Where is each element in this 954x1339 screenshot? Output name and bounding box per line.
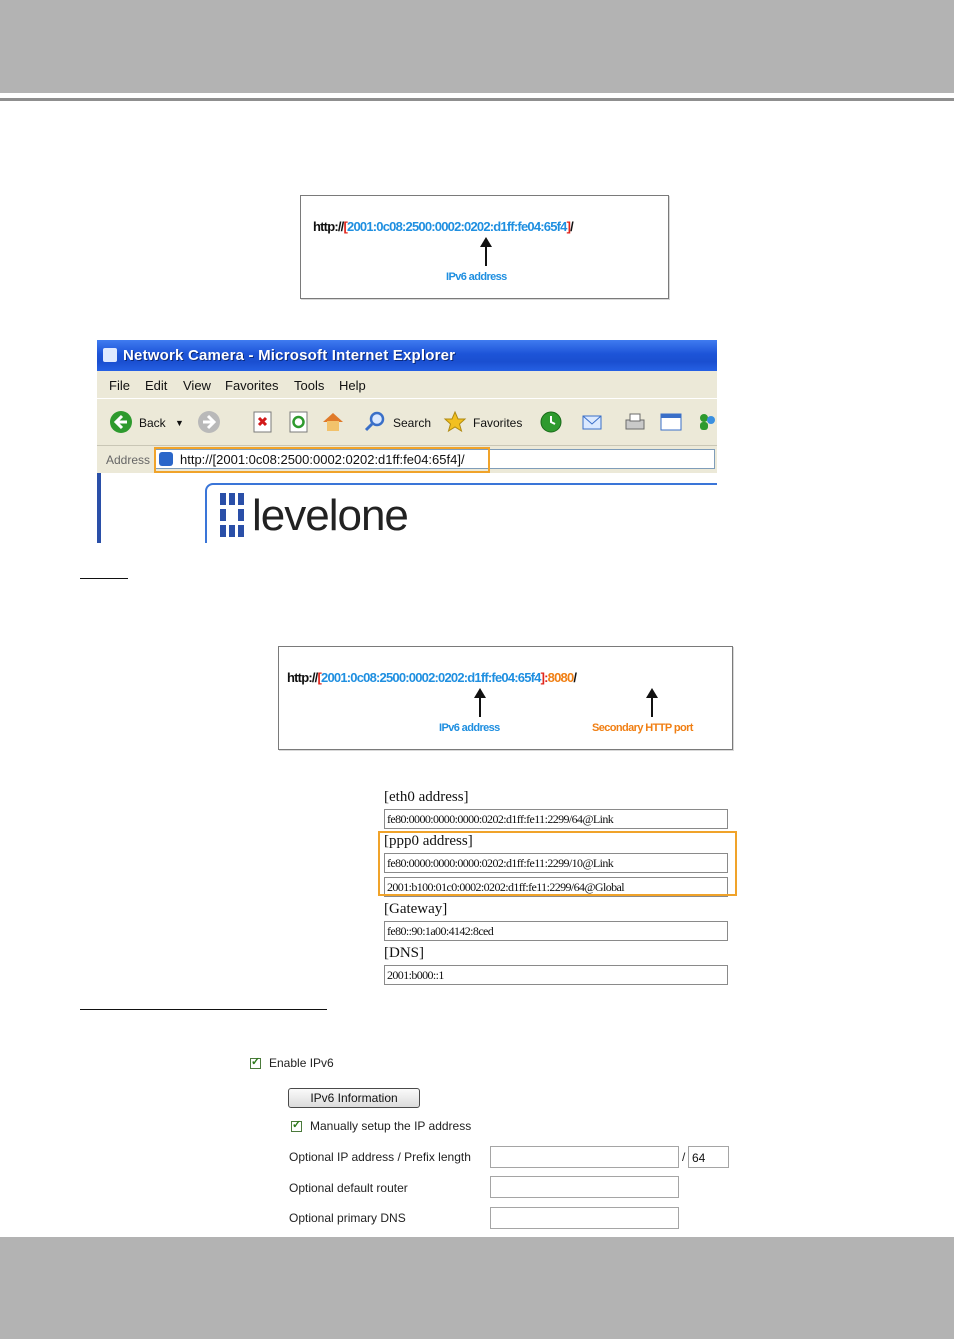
arrow-shaft: [479, 697, 481, 717]
browser-address-bar: [97, 445, 717, 474]
header-rule: [0, 98, 954, 101]
url-suffix: /: [570, 219, 573, 234]
search-icon[interactable]: [363, 410, 387, 434]
stop-icon[interactable]: [251, 410, 275, 434]
back-dropdown-icon[interactable]: ▼: [175, 418, 184, 428]
back-arrow-icon[interactable]: [109, 410, 133, 434]
address-label: Address: [106, 453, 151, 467]
address-highlight: [154, 447, 490, 473]
optional-dns-label: Optional primary DNS: [289, 1211, 406, 1225]
home-icon[interactable]: [321, 410, 345, 434]
history-icon[interactable]: [539, 410, 563, 434]
levelone-logo-text: levelone: [252, 491, 408, 540]
eth0-address-field: fe80:0000:0000:0000:0202:d1ff:fe11:2299/64@Link: [384, 809, 728, 829]
url-prefix: http://: [313, 219, 344, 234]
menu-favorites[interactable]: Favorites: [225, 378, 279, 393]
back-label[interactable]: Back: [139, 416, 166, 430]
ppp0-link-address-field: fe80:0000:0000:0000:0202:d1ff:fe11:2299/10@Link: [384, 853, 728, 873]
edit-icon[interactable]: [659, 410, 683, 434]
menu-help[interactable]: Help: [339, 378, 366, 393]
browser-window: [97, 340, 717, 543]
ppp0-global-address-field: 2001:b100:01c0:0002:0202:d1ff:fe11:2299/64@Global: [384, 877, 728, 897]
ipv6-information-button[interactable]: IPv6 Information: [288, 1088, 420, 1108]
browser-title-bar: [97, 340, 717, 371]
url-prefix: http://: [287, 670, 318, 685]
optional-dns-input[interactable]: [490, 1207, 679, 1229]
url-suffix: /: [573, 670, 577, 685]
enable-ipv6-label: Enable IPv6: [269, 1056, 334, 1070]
ppp0-highlight: [378, 831, 737, 896]
address-value: http://[2001:0c08:2500:0002:0202:d1ff:fe04:65f4]/: [180, 452, 465, 467]
left-frame-edge: [97, 473, 101, 543]
footer-band: [0, 1237, 954, 1339]
forward-arrow-icon[interactable]: [197, 410, 221, 434]
caption-ipv6-address: IPv6 address: [446, 271, 507, 283]
mail-icon[interactable]: [581, 410, 605, 434]
favorites-label[interactable]: Favorites: [473, 416, 523, 430]
print-icon[interactable]: [623, 410, 647, 434]
url-bracket-open: [: [317, 670, 322, 685]
url-example-with-port: [287, 670, 576, 685]
url-example: [313, 219, 573, 234]
menu-view[interactable]: View: [183, 378, 211, 393]
manual-setup-checkbox[interactable]: [291, 1121, 302, 1132]
levelone-logo-icon: [220, 493, 244, 541]
browser-menu-bar: [97, 371, 717, 398]
header-band: [0, 0, 954, 93]
optional-ip-label: Optional IP address / Prefix length: [289, 1150, 471, 1164]
manual-setup-label: Manually setup the IP address: [310, 1119, 472, 1133]
menu-edit[interactable]: Edit: [145, 378, 168, 393]
optional-router-label: Optional default router: [289, 1181, 408, 1195]
optional-router-input[interactable]: [490, 1176, 679, 1198]
url-diagram-ipv6-port: [278, 646, 733, 750]
ppp0-label: [ppp0 address]: [384, 833, 473, 849]
refresh-icon[interactable]: [287, 410, 311, 434]
menu-tools[interactable]: Tools: [294, 378, 325, 393]
caption-ipv6-address: IPv6 address: [439, 722, 500, 734]
browser-content: [97, 473, 717, 543]
url-bracket-close: ]: [540, 670, 545, 685]
gateway-label: [Gateway]: [384, 901, 448, 917]
ie-page-icon: [103, 348, 117, 362]
dns-label: [DNS]: [384, 945, 424, 961]
section-underline-short: [80, 578, 128, 579]
url-ipv6-address: 2001:0c08:2500:0002:0202:d1ff:fe04:65f4: [321, 670, 541, 685]
dns-field: 2001:b000::1: [384, 965, 728, 985]
section-underline-long: [80, 1009, 327, 1010]
browser-toolbar: [97, 398, 717, 445]
favorites-star-icon[interactable]: [443, 410, 467, 434]
prefix-length-input[interactable]: 64: [688, 1146, 729, 1168]
url-port: 8080: [547, 670, 574, 685]
url-port-separator: :: [544, 670, 548, 685]
prefix-separator: /: [682, 1150, 686, 1164]
enable-ipv6-checkbox[interactable]: [250, 1058, 261, 1069]
browser-title: Network Camera - Microsoft Internet Explorer: [123, 347, 456, 364]
gateway-field: fe80::90:1a00:4142:8ced: [384, 921, 728, 941]
messenger-icon[interactable]: [695, 410, 717, 434]
url-ipv6-address: 2001:0c08:2500:0002:0202:d1ff:fe04:65f4: [347, 219, 567, 234]
url-bracket-open: [: [343, 219, 348, 234]
caption-secondary-http-port: Secondary HTTP port: [592, 722, 693, 734]
eth0-label: [eth0 address]: [384, 789, 469, 805]
optional-ip-input[interactable]: [490, 1146, 679, 1168]
search-label[interactable]: Search: [393, 416, 432, 430]
menu-file[interactable]: File: [109, 378, 130, 393]
arrow-shaft: [651, 697, 653, 717]
url-bracket-close: ]: [566, 219, 571, 234]
url-diagram-ipv6: [300, 195, 669, 299]
arrow-shaft: [485, 246, 487, 266]
